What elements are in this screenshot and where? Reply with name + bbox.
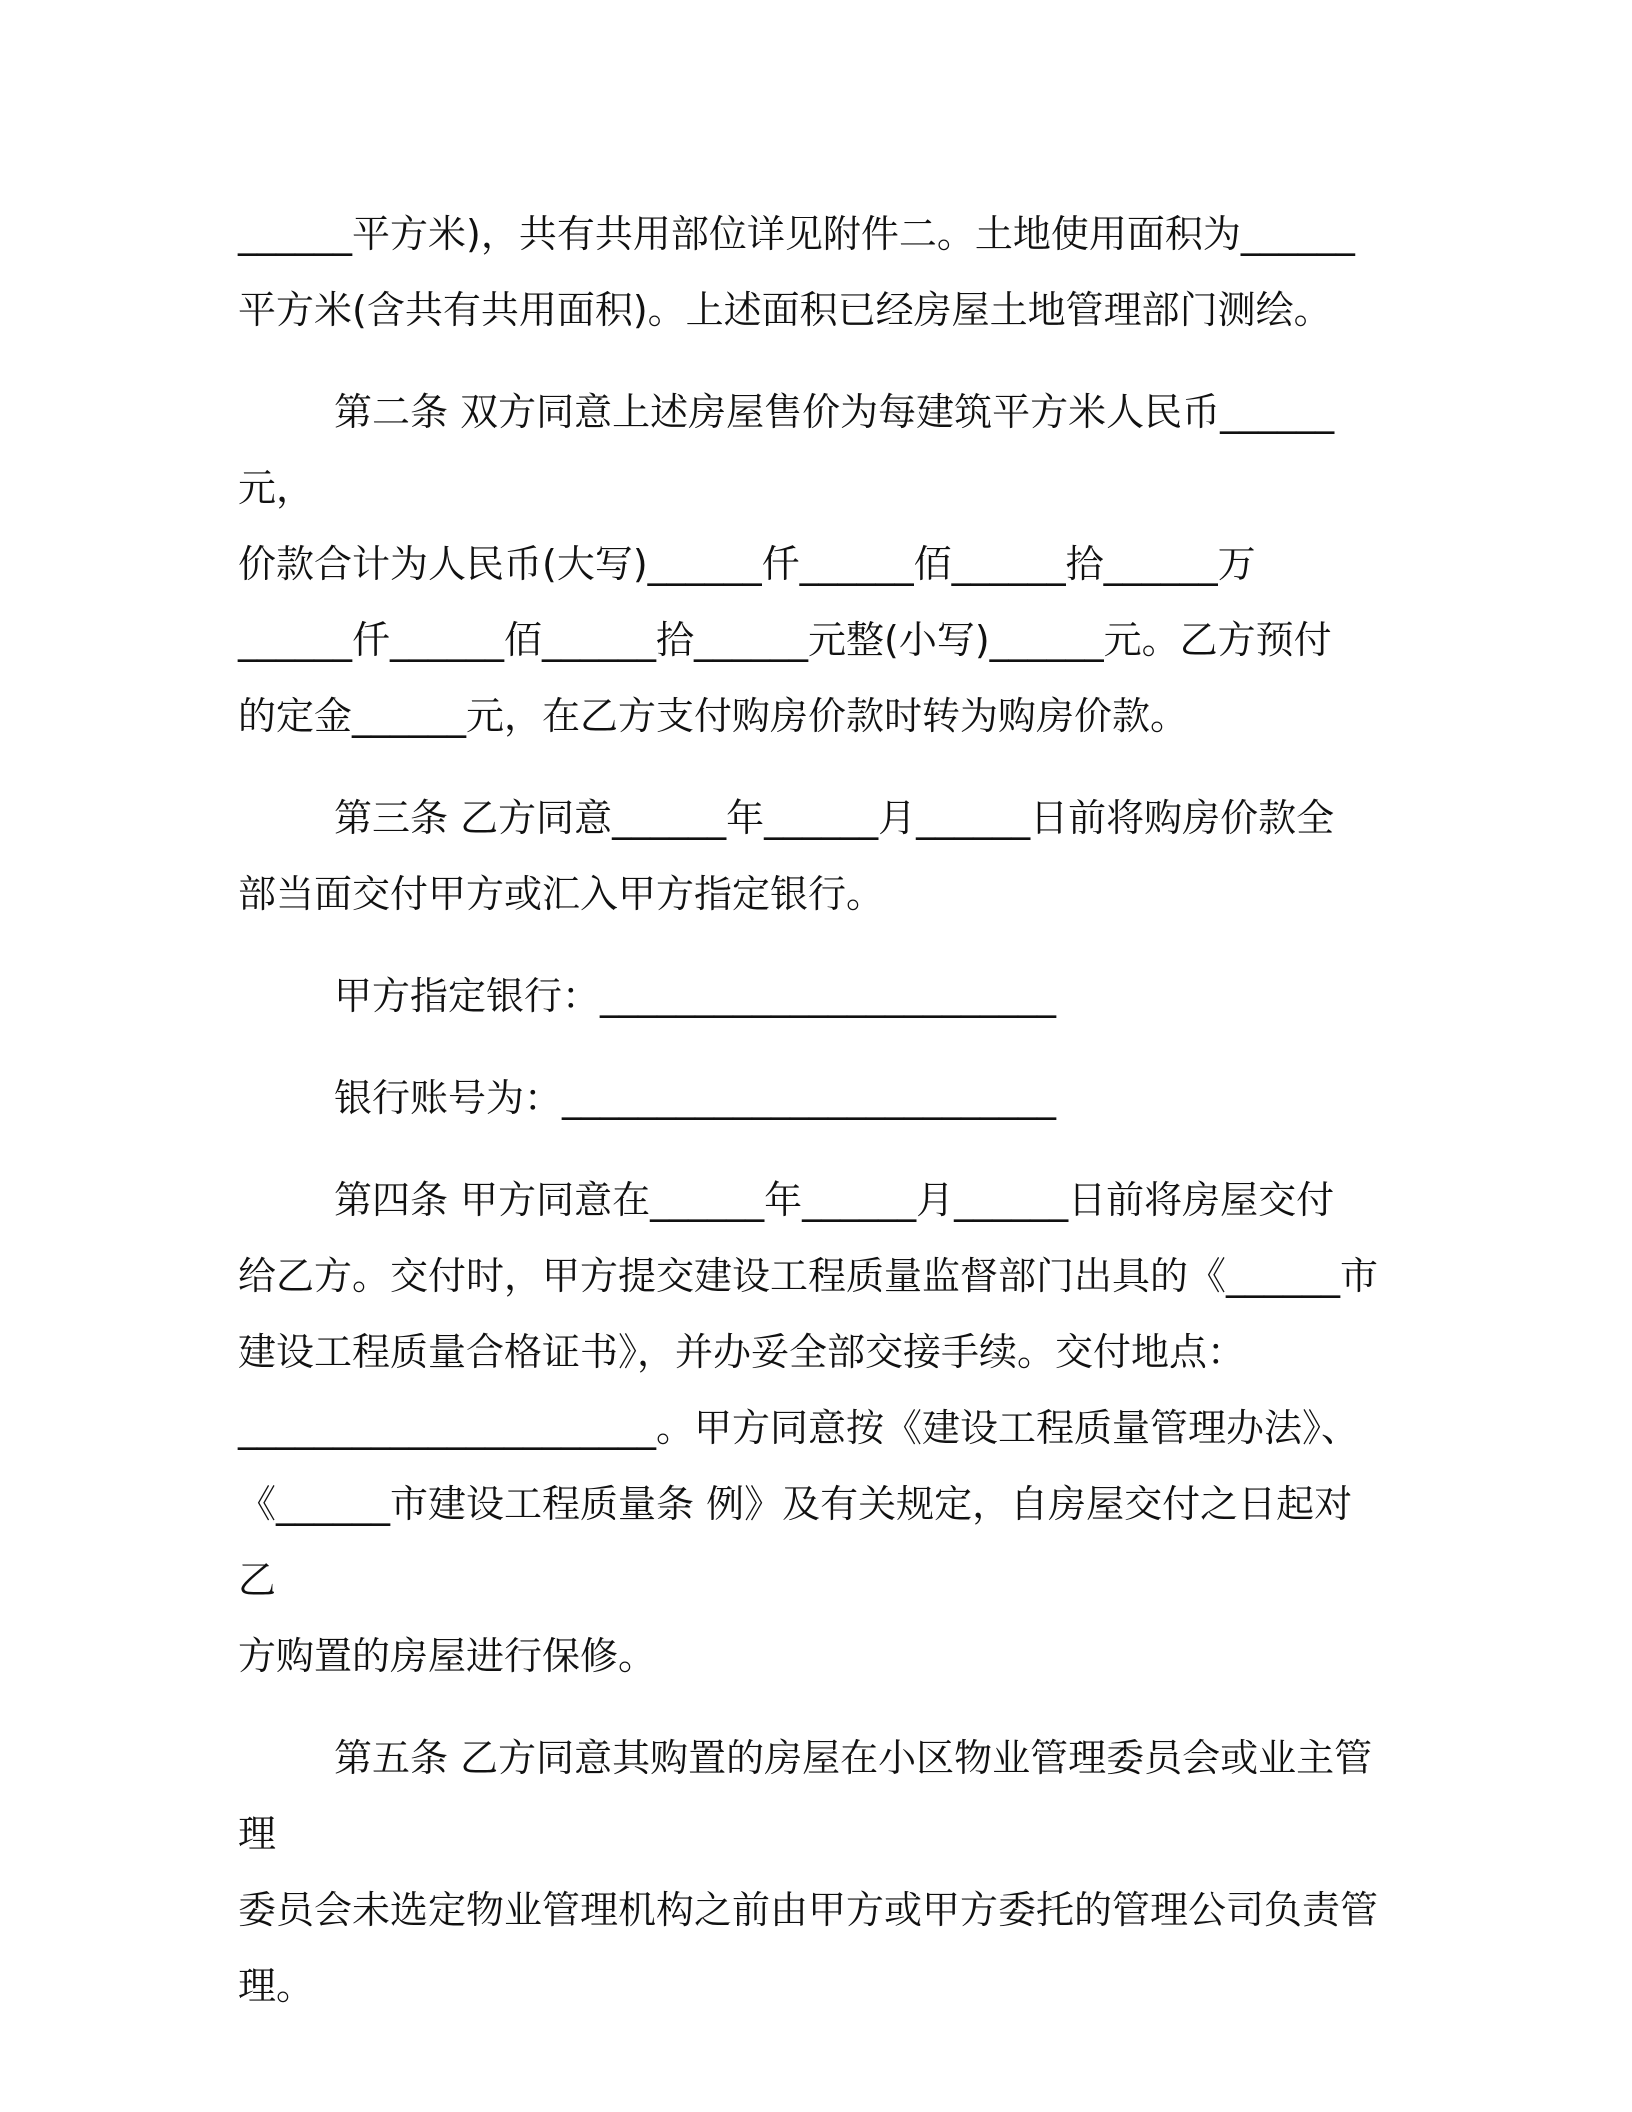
text-line: 甲方指定银行：________________________ (334, 974, 1057, 1018)
paragraph-area-continuation (238, 196, 1386, 348)
text-line: 《______市建设工程质量条 例》及有关规定，自房屋交付之日起对乙 (238, 1482, 1353, 1602)
text-line: 价款合计为人民币(大写)______仟______佰______拾______万 (238, 542, 1256, 586)
text-line: 部当面交付甲方或汇入甲方指定银行。 (238, 872, 885, 916)
paragraph-bank-account (238, 1060, 1386, 1136)
document-page (238, 196, 1386, 2050)
text-line: 平方米(含共有共用面积)。上述面积已经房屋土地管理部门测绘。 (238, 288, 1332, 332)
text-line: ______________________。甲方同意按《建设工程质量管理办法》、 (238, 1406, 1360, 1450)
text-line: ______平方米)，共有共用部位详见附件二。土地使用面积为______ (238, 212, 1355, 256)
text-line: 委员会未选定物业管理机构之前由甲方或甲方委托的管理公司负责管 (238, 1888, 1379, 1932)
paragraph-article-3 (238, 780, 1386, 932)
text-line: ______仟______佰______拾______元整(小写)______元。乙方预付 (238, 618, 1332, 662)
paragraph-article-5 (238, 1720, 1386, 2024)
paragraph-designated-bank (238, 958, 1386, 1034)
text-line: 方购置的房屋进行保修。 (238, 1634, 657, 1678)
text-line: 第五条 乙方同意其购置的房屋在小区物业管理委员会或业主管理 (238, 1736, 1373, 1856)
text-line: 第四条 甲方同意在______年______月______日前将房屋交付 (334, 1178, 1335, 1222)
text-line: 的定金______元，在乙方支付购房价款时转为购房价款。 (238, 694, 1189, 738)
text-line: 给乙方。交付时，甲方提交建设工程质量监督部门出具的《______市 (238, 1254, 1379, 1298)
text-line: 第二条 双方同意上述房屋售价为每建筑平方米人民币______元， (238, 390, 1335, 510)
paragraph-article-4 (238, 1162, 1386, 1694)
paragraph-article-2 (238, 374, 1386, 754)
text-line: 理。 (238, 1964, 315, 2008)
text-line: 建设工程质量合格证书》，并办妥全部交接手续。交付地点： (238, 1330, 1246, 1374)
text-line: 银行账号为：__________________________ (334, 1076, 1057, 1120)
text-line: 第三条 乙方同意______年______月______日前将购房价款全 (334, 796, 1335, 840)
